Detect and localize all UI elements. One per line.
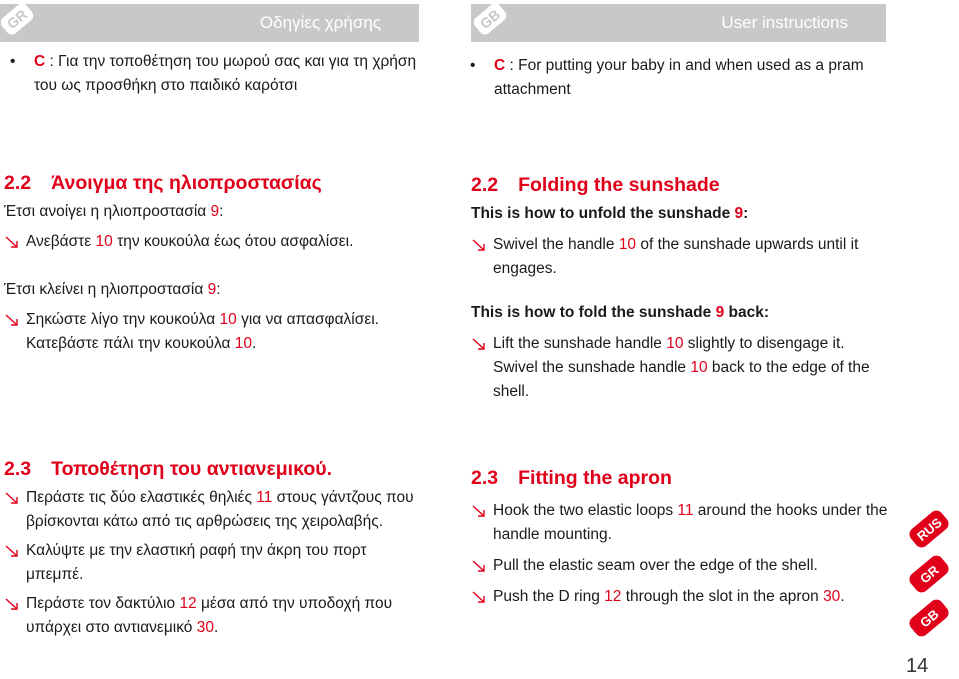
- svg-text:GR: GR: [3, 6, 31, 32]
- svg-text:RUS: RUS: [913, 514, 945, 544]
- gb-language-badge: [467, 0, 513, 42]
- gr-language-badge: [0, 0, 40, 42]
- svg-text:GR: GR: [917, 562, 942, 587]
- arrow-icon: [471, 238, 486, 252]
- side-tab-gr: [904, 553, 954, 595]
- arrow-icon: [4, 544, 19, 558]
- arrow-icon: [4, 491, 19, 505]
- arrow-icon: [471, 590, 486, 604]
- arrow-icon: [471, 559, 486, 573]
- gb-header-bar: [471, 4, 886, 42]
- gr-intro: • C : Για την τοποθέτηση του μωρού σας και για τη χρήση του ως προσθήκη στο παιδικό καρότσι: [10, 53, 417, 94]
- arrow-icon: [4, 313, 19, 327]
- gb-section-2-2-heading: 2.2 Folding the sunshade: [471, 174, 720, 196]
- gr-section-2-2-heading: 2.2 Άνοιγμα της ηλιοπροστασίας: [4, 172, 322, 194]
- arrow-icon: [4, 597, 19, 611]
- gr-header-title: Οδηγίες χρήσης: [259, 13, 381, 32]
- gb-section-2-3-heading: 2.3 Fitting the apron: [471, 467, 672, 489]
- side-tab-rus: [904, 508, 954, 550]
- gr-section-2-2: 2.2 Άνοιγμα της ηλιοπροστασίας Έτσι ανοίγει η ηλιοπροστασία 9: Ανεβάστε 10 την κουκούλα έως ότου ασφαλίσει. Έτσι κλείνει η ηλιοπροστασία 9: Σηκώστε λίγο την κουκούλα 10 για να απασφαλίσει. Κατεβάστε πάλι την κουκούλα 10.: [4, 170, 424, 356]
- svg-text:GB: GB: [476, 6, 504, 32]
- gr-header-bar: [0, 4, 419, 42]
- side-tab-gb: [904, 597, 954, 639]
- gb-intro: • C : For putting your baby in and when used as a pram attachment: [470, 57, 864, 98]
- gb-section-2-3: 2.3 Fitting the apron Hook the two elastic loops 11 around the hooks under the handle mounting. Pull the elastic seam over the edge of the shell. Push the D ring 12 through the slot in the apron 30.: [471, 465, 891, 609]
- gr-section-2-3: 2.3 Τοποθέτηση του αντιανεμικού. Περάστε τις δύο ελαστικές θηλιές 11 στους γάντζους που βρίσκονται κάτω από τις αρθρώσεις της χειρολαβής. Καλύψτε με την ελαστική ραφή την άκρη του πορτ μπεμπέ. Περάστε τον δακτύλιο 12 μέσα από την υποδοχή που υπάρχει στο αντιανεμικό 30.: [4, 456, 424, 640]
- arrow-icon: [471, 337, 486, 351]
- page-number: 14: [906, 655, 929, 677]
- arrow-icon: [471, 504, 486, 518]
- gr-section-2-3-heading: 2.3 Τοποθέτηση του αντιανεμικού.: [4, 458, 332, 480]
- gb-header-title: User instructions: [721, 13, 848, 32]
- svg-text:GB: GB: [917, 606, 942, 631]
- arrow-icon: [4, 235, 19, 249]
- gb-section-2-2: 2.2 Folding the sunshade This is how to unfold the sunshade 9: Swivel the handle 10 of the sunshade upwards until it engages. This is how to fold the sunshade 9 back: Lift the sunshade handle 10 slightly to disengage it. Swivel the sunshade handle 10 back to the edge of the shell.: [471, 172, 891, 404]
